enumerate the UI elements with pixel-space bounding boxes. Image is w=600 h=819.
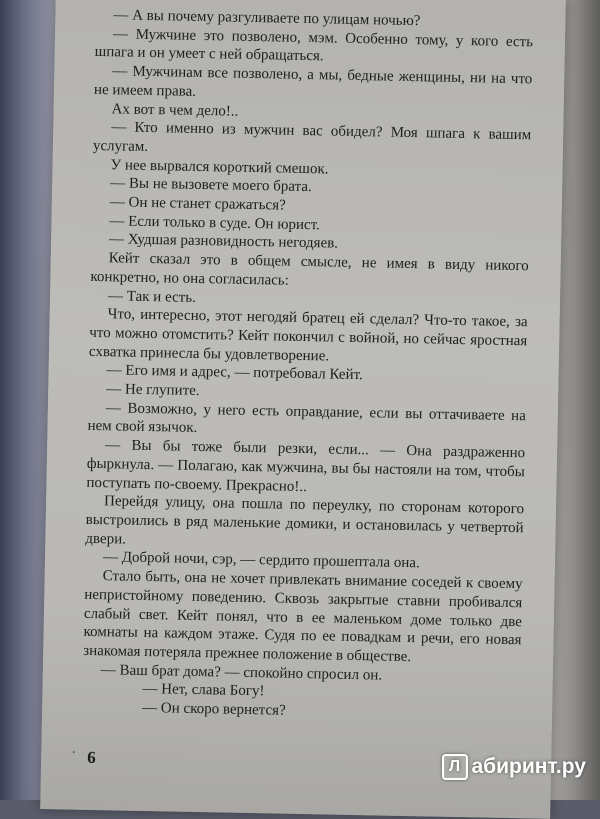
paragraph: Перейдя улицу, она пошла по переулку, по сторонам которого выстроились в ряд маленькие домики, и остановилась у четвертой двери. [85, 493, 525, 548]
page-number: 6 [86, 747, 96, 768]
paragraph: — Возможно, у него есть оправдание, если вы оттачиваете на нем свой язычок. [87, 399, 526, 437]
book-page [40, 0, 566, 819]
paragraph: — Кто именно из мужчин вас обидел? Моя шпага к вашим услугам. [92, 119, 532, 155]
paragraph: — Худшая разновидность негодяев. [108, 231, 339, 253]
paragraph: — Мужчине это позволено, мэм. Особенно тому, у кого есть шпага и он умеет с ней обращаться. [94, 25, 534, 65]
watermark-text: абиринт.ру [471, 755, 586, 778]
paragraph: У нее вырвался короткий смешок. [110, 156, 329, 178]
labirint-logo-icon: Л [442, 754, 468, 780]
paragraph: — Вы не вызовете моего брата. [110, 175, 312, 196]
paragraph: — Он скоро вернется? [141, 699, 286, 719]
paragraph: — Если только в суде. Он юрист. [109, 212, 321, 234]
page-text [82, 6, 534, 725]
paragraph: — Вы бы тоже были резки, если... — Она раздраженно фыркнула. — Полагаю, как мужчина, вы бы настояли на том, чтобы поступать по-своему. Прекрасно!.. [86, 437, 526, 495]
paragraph: — Мужчинам все позволено, а мы, бедные женщины, ни на что не имеем права. [93, 63, 533, 100]
paragraph: — Ваш брат дома? — спокойно спросил он. [100, 661, 383, 684]
paragraph: — Так и есть. [107, 287, 197, 306]
paragraph: Стало быть, она не хочет привлекать внимание соседей к своему непристойному поведению. Сквозь закрытые ставни пробивался слабый свет. Кейт понял, что в ее маленьком доме только две комнаты на каждом этаже. Судя по ее повадкам и речи, его новая знакомая потеряла прежнее положение в обществе. [83, 568, 523, 666]
watermark [442, 754, 587, 780]
print-dot: · [71, 745, 77, 761]
paragraph: — А вы почему разгуливаете по улицам ночью? [113, 7, 421, 30]
paragraph: — Его имя и адрес, — потребовал Кейт. [106, 362, 363, 384]
paragraph: Кейт сказал это в общем смысле, не имея в виду никого конкретно, но она согласилась: [90, 250, 529, 289]
paragraph: Что, интересно, этот негодяй братец ей сделал? Что-то такое, за что можно отомстить? Кейт покончил с войной, но сейчас яростная схватка принесла бы удовлетворение. [88, 306, 528, 365]
paragraph: — Он не станет сражаться? [109, 194, 286, 214]
paragraph: — Доброй ночи, сэр, — сердито прошептала она. [102, 549, 420, 572]
paragraph: — Не глупите. [106, 381, 200, 400]
paragraph: Ах вот в чем дело!.. [111, 100, 239, 120]
paragraph: — Нет, слава Богу! [142, 681, 265, 700]
